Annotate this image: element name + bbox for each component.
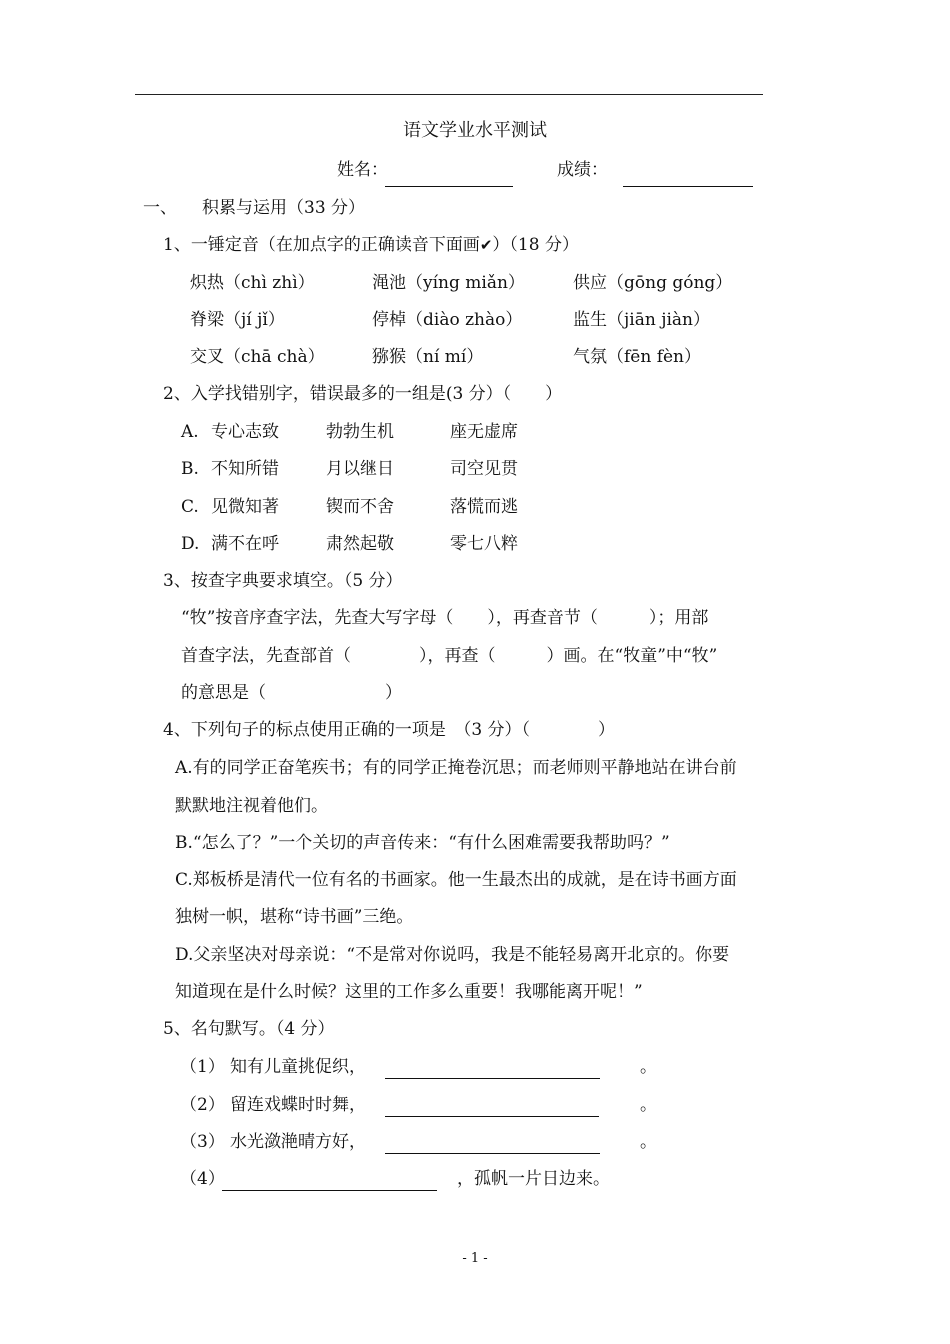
poem-item-number: （4）: [180, 1169, 225, 1189]
score-blank[interactable]: [623, 168, 753, 187]
question-3-line: “牧”按音序查字法，先查大写字母（ ），再查音节（ ）；用部: [181, 608, 709, 628]
pinyin-item[interactable]: 渑池（yíng miǎn）: [372, 273, 525, 293]
poem-end-mark: 。: [640, 1132, 657, 1152]
option-word: 零七八粹: [450, 534, 518, 554]
option-word: 锲而不舍: [326, 497, 394, 517]
name-blank[interactable]: [385, 168, 513, 187]
pinyin-item[interactable]: 猕猴（ní mí）: [372, 347, 484, 367]
option-letter[interactable]: C.: [181, 497, 199, 517]
question-1-stem: [163, 234, 579, 256]
option-word: 专心志致: [211, 422, 279, 442]
page-number: - 1 -: [462, 1251, 488, 1266]
question-4-option-d-cont: 知道现在是什么时候？这里的工作多么重要！我哪能离开呢！”: [175, 982, 643, 1002]
question-4-option-a[interactable]: A.有的同学正奋笔疾书；有的同学正掩卷沉思；而老师则平静地站在讲台前: [175, 758, 737, 778]
option-letter[interactable]: A.: [181, 422, 199, 442]
poem-blank[interactable]: [385, 1135, 600, 1154]
option-word: 落慌而逃: [450, 497, 518, 517]
option-word: 肃然起敬: [326, 534, 394, 554]
pinyin-item[interactable]: 脊梁（jí jǐ）: [190, 310, 285, 330]
option-letter[interactable]: B.: [181, 459, 199, 479]
poem-end-mark: 。: [640, 1095, 657, 1115]
question-1-prefix: 1、一锤定音（在加点字的正确读音下面画: [163, 235, 480, 255]
option-word: 司空见贯: [450, 459, 518, 479]
question-4-option-c-cont: 独树一帜，堪称“诗书画”三绝。: [175, 907, 414, 927]
poem-blank[interactable]: [385, 1060, 600, 1079]
question-4-option-d[interactable]: D.父亲坚决对母亲说：“不是常对你说吗，我是不能轻易离开北京的。你要: [175, 945, 730, 965]
poem-end-mark: 。: [640, 1057, 657, 1077]
poem-line: ，孤帆一片日边来。: [457, 1169, 610, 1189]
pinyin-item[interactable]: 监生（jiān jiàn）: [573, 310, 710, 330]
question-4-stem: 4、下列句子的标点使用正确的一项是 （3 分）（ ）: [163, 720, 616, 740]
question-4-option-b[interactable]: B.“怎么了？”一个关切的声音传来：“有什么困难需要我帮助吗？”: [175, 833, 670, 853]
pinyin-item[interactable]: 交叉（chā chà）: [190, 347, 325, 367]
poem-item-number: （3）: [180, 1132, 225, 1152]
question-5-stem: 5、名句默写。（4 分）: [163, 1019, 335, 1039]
option-word: 月以继日: [326, 459, 394, 479]
poem-item-number: （2）: [180, 1095, 225, 1115]
option-word: 不知所错: [211, 459, 279, 479]
question-4-option-a-cont: 默默地注视着他们。: [175, 796, 328, 816]
poem-line: 知有儿童挑促织，: [230, 1057, 366, 1077]
poem-blank[interactable]: [222, 1172, 437, 1191]
question-4-option-c[interactable]: C.郑板桥是清代一位有名的书画家。他一生最杰出的成就，是在诗书画方面: [175, 870, 737, 890]
section-title: 积累与运用（33 分）: [202, 198, 366, 218]
pinyin-item[interactable]: 供应（gōng góng）: [573, 273, 733, 293]
option-letter[interactable]: D.: [181, 534, 200, 554]
pinyin-item[interactable]: 停棹（diào zhào）: [372, 310, 523, 330]
question-3-stem: 3、按查字典要求填空。（5 分）: [163, 571, 403, 591]
poem-blank[interactable]: [385, 1098, 599, 1117]
score-label: 成绩：: [557, 160, 608, 180]
poem-item-number: （1）: [180, 1057, 225, 1077]
question-2-stem: 2、入学找错别字，错误最多的一组是(3 分）（ ）: [163, 384, 563, 404]
option-word: 满不在呼: [211, 534, 279, 554]
poem-line: 水光潋滟晴方好，: [230, 1132, 366, 1152]
header-rule: [135, 94, 763, 95]
exam-title: 语文学业水平测试: [403, 120, 547, 141]
option-word: 座无虚席: [450, 422, 518, 442]
name-label: 姓名：: [337, 160, 388, 180]
poem-line: 留连戏蝶时时舞，: [230, 1095, 366, 1115]
question-3-line: 的意思是（ ）: [181, 683, 402, 703]
checkmark-icon: ✔: [479, 236, 493, 254]
pinyin-item[interactable]: 气氛（fēn fèn）: [573, 347, 702, 367]
question-1-suffix: ）（18 分）: [492, 235, 579, 255]
option-word: 见微知著: [211, 497, 279, 517]
option-word: 勃勃生机: [326, 422, 394, 442]
section-number: 一、: [143, 198, 177, 218]
pinyin-item[interactable]: 炽热（chì zhì）: [190, 273, 315, 293]
question-3-line: 首查字法，先查部首（ ），再查（ ）画。在“牧童”中“牧”: [181, 646, 718, 666]
